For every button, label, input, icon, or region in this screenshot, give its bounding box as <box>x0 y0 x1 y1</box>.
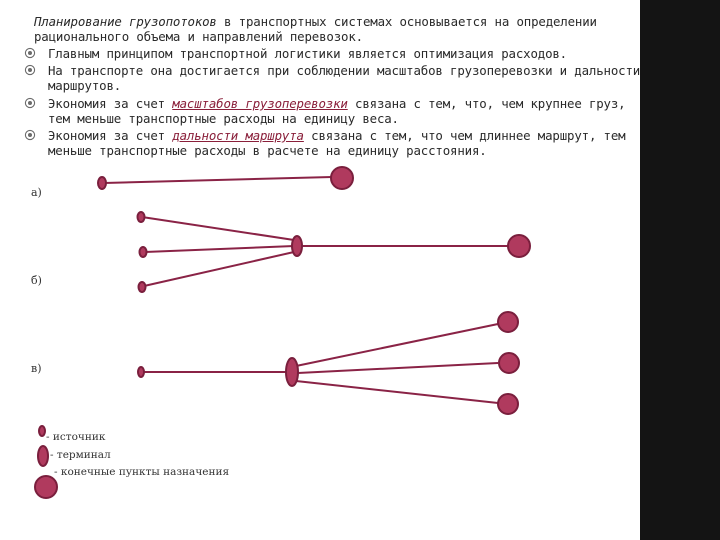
diagram-label-a: а) <box>31 186 42 199</box>
source-node <box>140 247 147 257</box>
diagram-label-v: в) <box>31 362 42 375</box>
intro-rest: в транспортных системах основывается на определении рационального объема и направлений перевозок. <box>34 14 597 44</box>
destination-node <box>508 235 530 257</box>
legend-destination-label: - конечные пункты назначения <box>54 466 230 478</box>
connection-line <box>104 177 332 183</box>
bullet-accent-text: дальности маршрута <box>172 128 304 143</box>
intro-emphasis: Планирование грузопотоков <box>34 14 217 29</box>
connection-line <box>296 324 498 366</box>
source-node <box>138 212 145 222</box>
legend-destination-icon <box>35 476 57 498</box>
bullet-text-after: связана с тем, что чем длиннее маршрут, тем меньше транспортные расходы в расчете на единицу расстояния. <box>48 128 626 158</box>
legend-terminal-label: - терминал <box>50 449 111 461</box>
terminal-node <box>286 358 298 386</box>
source-node <box>98 177 106 189</box>
destination-node <box>499 353 519 373</box>
connection-lines <box>104 177 508 403</box>
destination-node <box>498 312 518 332</box>
bullet-text: На транспорте она достигается при соблюдении масштабов грузоперевозки и дальности маршрутов. <box>48 63 641 93</box>
bullet-text: Главным принципом транспортной логистики является оптимизация расходов. <box>48 46 567 61</box>
connection-line <box>144 252 294 286</box>
terminal-node <box>292 236 302 256</box>
bullet-text-before: Экономия за счет <box>48 128 173 143</box>
connection-line <box>298 363 498 373</box>
bullet-accent-text: масштабов грузоперевозки <box>172 96 348 111</box>
connection-line <box>145 246 294 252</box>
connection-line <box>142 217 294 240</box>
diagram-label-b: б) <box>31 274 42 287</box>
source-node <box>139 282 146 292</box>
legend-terminal-icon <box>38 446 48 466</box>
connection-line <box>296 381 498 403</box>
bullet-text-before: Экономия за счет <box>48 96 173 111</box>
source-node <box>138 367 144 377</box>
legend-source-label: - источник <box>46 431 106 443</box>
bullet-text-after: связана с тем, что, чем крупнее груз, тем меньше транспортные расходы на единицу веса. <box>48 96 626 126</box>
destination-node <box>331 167 353 189</box>
legend-source-icon <box>39 426 45 436</box>
destination-node <box>498 394 518 414</box>
